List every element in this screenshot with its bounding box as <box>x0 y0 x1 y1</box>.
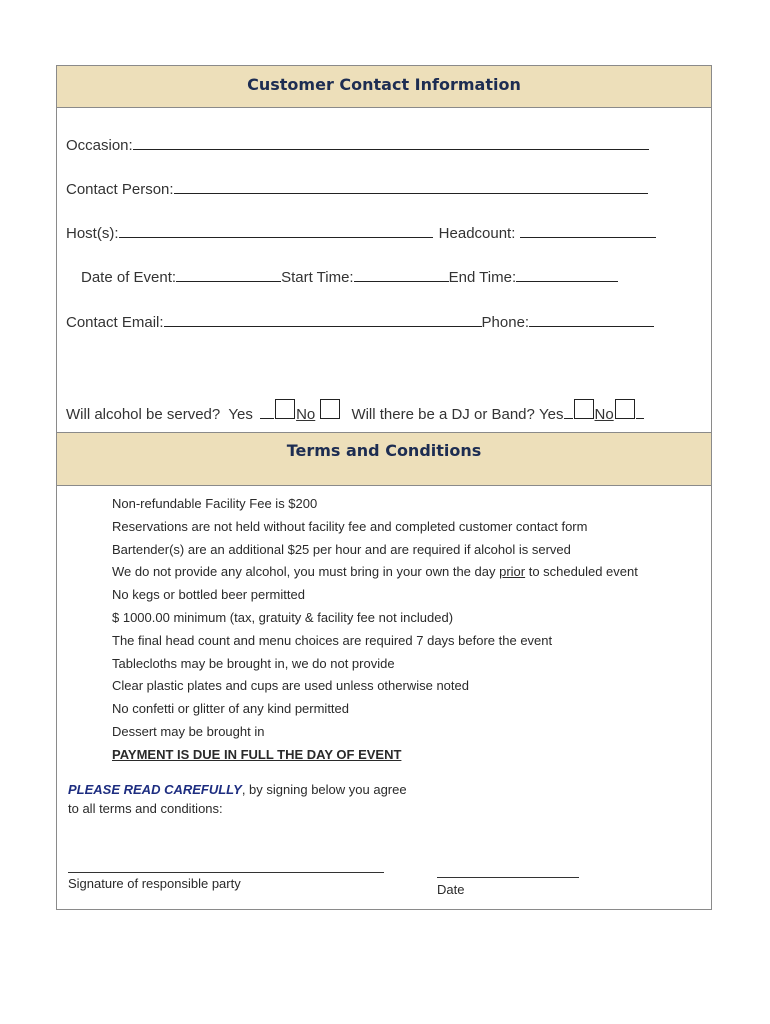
dj-no-line <box>636 404 644 419</box>
read-carefully-text: PLEASE READ CAREFULLY <box>68 782 242 797</box>
term-item: $ 1000.00 minimum (tax, gratuity & facility fee not included) <box>112 609 454 625</box>
alcohol-no-label: No <box>296 406 316 423</box>
signature-line[interactable] <box>68 872 384 873</box>
dj-no-checkbox[interactable] <box>615 399 635 419</box>
agreement-note <box>68 780 407 818</box>
agreement-text: , by signing below you agree <box>241 782 407 797</box>
term-text-tail: to scheduled event <box>525 564 638 580</box>
occasion-label: Occasion: <box>66 137 133 154</box>
terms-header: Terms and Conditions <box>57 432 711 486</box>
terms-list <box>112 493 638 767</box>
event-time-row <box>81 267 618 286</box>
dj-yes-line <box>564 404 573 419</box>
alcohol-no-checkbox[interactable] <box>320 399 340 419</box>
email-phone-row <box>66 312 654 331</box>
start-time-field[interactable] <box>354 267 449 282</box>
term-item: No kegs or bottled beer permitted <box>112 587 305 603</box>
alcohol-yes-label: Yes <box>228 406 253 423</box>
term-underlined-word: prior <box>499 564 526 580</box>
signature-label: Signature of responsible party <box>68 876 241 891</box>
term-item: Tablecloths may be brought in, we do not provide <box>112 655 395 671</box>
phone-label: Phone: <box>481 314 530 331</box>
dj-question: Will there be a DJ or Band? <box>351 406 535 423</box>
occasion-field[interactable] <box>133 135 649 150</box>
alcohol-dj-row <box>66 399 644 423</box>
contact-person-field[interactable] <box>174 179 648 194</box>
term-text: We do not provide any alcohol, you must bring in your own the day <box>112 564 500 580</box>
occasion-row <box>66 135 649 154</box>
dj-yes-checkbox[interactable] <box>574 399 594 419</box>
headcount-field[interactable] <box>520 223 656 238</box>
start-time-label: Start Time: <box>281 269 354 286</box>
customer-contact-form <box>56 65 712 910</box>
end-time-field[interactable] <box>516 267 618 282</box>
term-item: No confetti or glitter of any kind permitted <box>112 701 350 717</box>
end-time-label: End Time: <box>448 269 517 286</box>
term-item: Dessert may be brought in <box>112 723 265 739</box>
date-of-event-label: Date of Event: <box>81 269 177 286</box>
contact-email-field[interactable] <box>164 312 482 327</box>
term-item: Non-refundable Facility Fee is $200 <box>112 496 318 511</box>
term-item <box>112 561 638 584</box>
payment-term: PAYMENT IS DUE IN FULL THE DAY OF EVENT <box>112 746 402 762</box>
term-item: The final head count and menu choices are required 7 days before the event <box>112 632 553 648</box>
alcohol-yes-line <box>260 404 274 419</box>
term-item: Clear plastic plates and cups are used unless otherwise noted <box>112 678 469 694</box>
contact-person-label: Contact Person: <box>66 181 174 198</box>
phone-field[interactable] <box>529 312 654 327</box>
dj-yes-label: Yes <box>539 406 564 423</box>
contact-info-header: Customer Contact Information <box>57 66 711 108</box>
date-line[interactable] <box>437 877 579 878</box>
agreement-text-line2: to all terms and conditions: <box>68 801 223 816</box>
date-label: Date <box>437 882 465 897</box>
contact-email-label: Contact Email: <box>66 314 164 331</box>
alcohol-question: Will alcohol be served? <box>66 406 221 423</box>
hosts-label: Host(s): <box>66 225 119 242</box>
hosts-field[interactable] <box>119 223 433 238</box>
contact-person-row <box>66 179 648 198</box>
term-item: Reservations are not held without facility fee and completed customer contact form <box>112 518 588 534</box>
dj-no-label: No <box>594 406 614 423</box>
alcohol-yes-checkbox[interactable] <box>275 399 295 419</box>
term-item: Bartender(s) are an additional $25 per hour and are required if alcohol is served <box>112 541 571 557</box>
headcount-label: Headcount: <box>438 225 516 242</box>
date-of-event-field[interactable] <box>176 267 281 282</box>
hosts-row <box>66 223 656 242</box>
